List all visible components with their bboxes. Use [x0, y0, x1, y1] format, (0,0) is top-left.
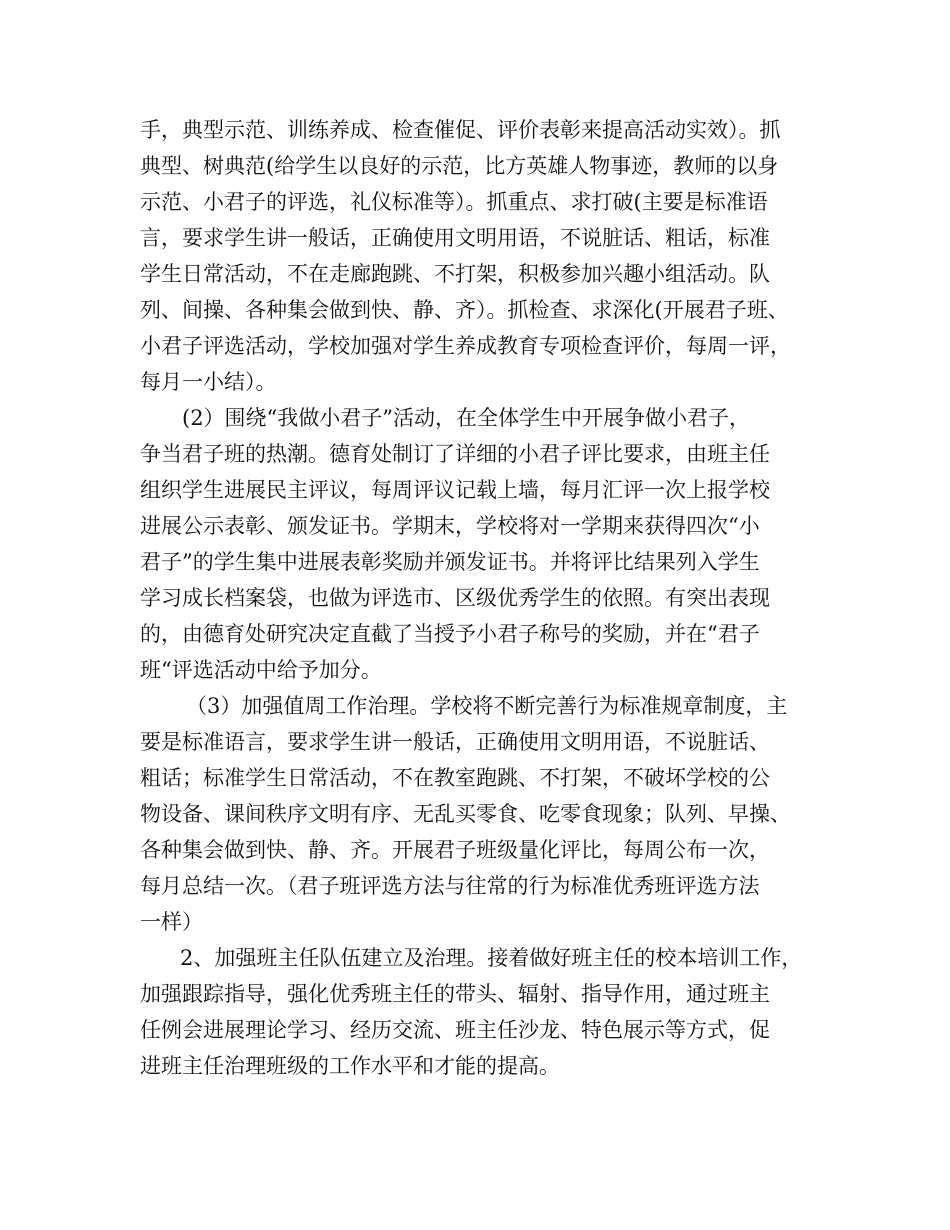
text-line: 小君子评选活动，学校加强对学生养成教育专项检查评价，每周一评， — [140, 334, 791, 358]
text-line: 学习成长档案袋，也做为评选市、区级优秀学生的依照。有突出表现 — [140, 586, 770, 610]
text-line: 手，典型示范、训练养成、检查催促、评价表彰来提高活动实效）。抓 — [140, 118, 781, 142]
text-line: 的，由德育处研究决定直截了当授予小君子称号的奖励，并在“君子 — [140, 622, 760, 646]
text-line: 进班主任治理班级的工作水平和才能的提高。 — [140, 1054, 560, 1078]
paragraph-activity-methods — [140, 112, 840, 400]
text-line: (2）围绕“我做小君子”活动，在全体学生中开展争做小君子， — [182, 406, 751, 430]
text-line: 言，要求学生讲一般话，正确使用文明用语，不说脏话、粗话，标准 — [140, 226, 770, 250]
text-line: 各种集会做到快、静、齐。开展君子班级量化评比，每周公布一次， — [140, 838, 770, 862]
text-line: 每月总结一次。（君子班评选方法与往常的行为标准优秀班评选方法 — [140, 874, 760, 898]
text-line: 君子”的学生集中进展表彰奖励并颁发证书。并将评比结果列入学生 — [140, 550, 760, 574]
text-line: 班“评选活动中给予加分。 — [140, 658, 382, 682]
text-line: 争当君子班的热潮。德育处制订了详细的小君子评比要求，由班主任 — [140, 442, 770, 466]
text-line: 要是标准语言，要求学生讲一般话，正确使用文明用语，不说脏话、 — [140, 730, 770, 754]
document-body — [140, 112, 840, 1084]
text-line: 2、加强班主任队伍建立及治理。接着做好班主任的校本培训工作， — [180, 946, 803, 970]
text-line: 列、间操、各种集会做到快、静、齐）。抓检查、求深化(开展君子班、 — [140, 298, 789, 322]
text-line: （3）加强值周工作治理。学校将不断完善行为标准规章制度，主 — [186, 694, 788, 718]
paragraph-little-gentleman — [140, 400, 840, 688]
paragraph-duty-management — [140, 688, 840, 940]
text-line: 一样） — [140, 910, 203, 934]
text-line: 物设备、课间秩序文明有序、无乱买零食、吃零食现象；队列、早操、 — [140, 802, 791, 826]
text-line: 粗话；标准学生日常活动，不在教室跑跳、不打架，不破坏学校的公 — [140, 766, 770, 790]
text-line: 加强跟踪指导，强化优秀班主任的带头、辐射、指导作用，通过班主 — [140, 982, 770, 1006]
paragraph-head-teacher-team — [140, 940, 840, 1084]
text-line: 每月一小结）。 — [140, 370, 277, 394]
text-line: 典型、树典范(给学生以良好的示范，比方英雄人物事迹，教师的以身 — [140, 154, 779, 178]
text-line: 组织学生进展民主评议，每周评议记载上墙，每月汇评一次上报学校 — [140, 478, 770, 502]
text-line: 进展公示表彰、颁发证书。学期末，学校将对一学期来获得四次“小 — [140, 514, 760, 538]
text-line: 示范、小君子的评选，礼仪标准等）。抓重点、求打破(主要是标准语 — [140, 190, 768, 214]
text-line: 任例会进展理论学习、经历交流、班主任沙龙、特色展示等方式，促 — [140, 1018, 770, 1042]
text-line: 学生日常活动，不在走廊跑跳、不打架，积极参加兴趣小组活动。队 — [140, 262, 770, 286]
